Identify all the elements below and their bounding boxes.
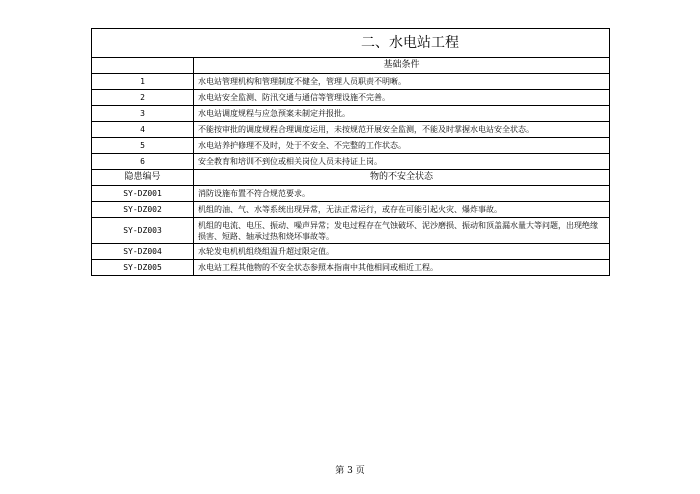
basic-header-row [92,58,610,74]
condition-text: 水电站调度规程与应急预案未制定并报批。 [194,106,610,122]
table-row [92,218,610,244]
title-row [92,29,610,58]
page-title: 二、水电站工程 [92,29,610,58]
table-row [92,122,610,138]
hazard-text: 消防设施布置不符合规范要求。 [194,186,610,202]
blank-cell [92,58,194,74]
row-number: 2 [92,90,194,106]
hazard-text: 机组的电流、电压、振动、噪声异常；发电过程存在气蚀破坏、泥沙磨损、振动和顶盖漏水量大等问题，出现绝缘损害、短路、轴承过热和烧坏事故等。 [194,218,610,244]
table-row [92,90,610,106]
row-number: 1 [92,74,194,90]
table-row [92,202,610,218]
condition-text: 安全教育和培训不到位或相关岗位人员未持证上岗。 [194,154,610,170]
page-number: 第 3 页 [335,466,365,476]
table-row [92,244,610,260]
hazard-code: SY-DZ001 [92,186,194,202]
hazard-code: SY-DZ002 [92,202,194,218]
hazard-code: SY-DZ003 [92,218,194,244]
hazard-code: SY-DZ004 [92,244,194,260]
condition-text: 不能按审批的调度规程合理调度运用，未按规范开展安全监测，不能及时掌握水电站安全状态。 [194,122,610,138]
row-number: 5 [92,138,194,154]
basic-conditions-header: 基础条件 [194,58,610,74]
table-row [92,154,610,170]
row-number: 3 [92,106,194,122]
table-row [92,260,610,276]
table-row [92,186,610,202]
hazard-table [91,28,610,276]
table-row [92,138,610,154]
row-number: 6 [92,154,194,170]
condition-text: 水电站养护修理不及时，处于不安全、不完整的工作状态。 [194,138,610,154]
table-row [92,106,610,122]
row-number: 4 [92,122,194,138]
hazard-header-row [92,170,610,186]
hazard-desc-header: 物的不安全状态 [194,170,610,186]
condition-text: 水电站安全监测、防汛交通与通信等管理设施不完善。 [194,90,610,106]
hazard-text: 水电站工程其他物的不安全状态参照本指南中其他相同或相近工程。 [194,260,610,276]
hazard-code-header: 隐患编号 [92,170,194,186]
hazard-text: 机组的油、气、水等系统出现异常，无法正常运行，或存在可能引起火灾、爆炸事故。 [194,202,610,218]
table-row [92,74,610,90]
hazard-text: 水轮发电机机组绕组温升超过限定值。 [194,244,610,260]
hazard-code: SY-DZ005 [92,260,194,276]
condition-text: 水电站管理机构和管理制度不健全，管理人员职责不明晰。 [194,74,610,90]
